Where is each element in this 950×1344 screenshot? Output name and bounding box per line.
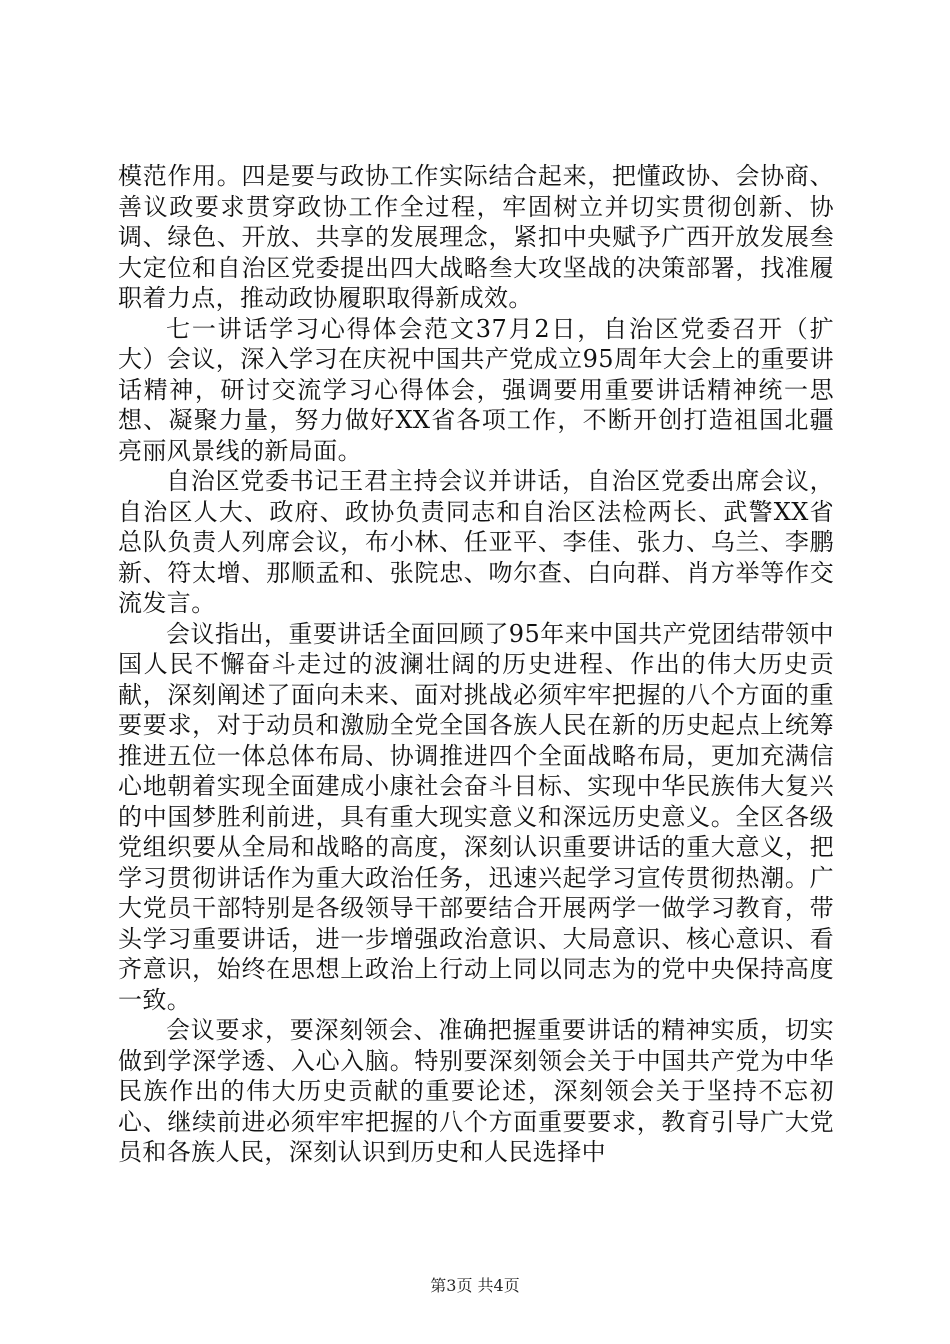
- page-footer: 第3页 共4页: [430, 1276, 520, 1295]
- document-body: [118, 161, 834, 1168]
- paragraph-2: 七一讲话学习心得体会范文37月2日，自治区党委召开（扩大）会议，深入学习在庆祝中国共产党成立95周年大会上的重要讲话精神，研讨交流学习心得体会，强调要用重要讲话精神统一思想、凝聚力量，努力做好XX省各项工作，不断开创打造祖国北疆亮丽风景线的新局面。: [118, 314, 834, 465]
- paragraph-5: 会议要求，要深刻领会、准确把握重要讲话的精神实质，切实做到学深学透、入心入脑。特别要深刻领会关于中国共产党为中华民族作出的伟大历史贡献的重要论述，深刻领会关于坚持不忘初心、继续前进必须牢牢把握的八个方面重要要求，教育引导广大党员和各族人民，深刻认识到历史和人民选择中: [118, 1016, 834, 1166]
- paragraph-3: 自治区党委书记王君主持会议并讲话，自治区党委出席会议，自治区人大、政府、政协负责同志和自治区法检两长、武警XX省总队负责人列席会议，布小林、任亚平、李佳、张力、乌兰、李鹏新、符太增、那顺孟和、张院忠、吻尔查、白向群、肖方举等作交流发言。: [118, 467, 834, 617]
- paragraph-4: 会议指出，重要讲话全面回顾了95年来中国共产党团结带领中国人民不懈奋斗走过的波澜壮阔的历史进程、作出的伟大历史贡献，深刻阐述了面向未来、面对挑战必须牢牢把握的八个方面的重要要求，对于动员和激励全党全国各族人民在新的历史起点上统筹推进五位一体总体布局、协调推进四个全面战略布局，更加充满信心地朝着实现全面建成小康社会奋斗目标、实现中华民族伟大复兴的中国梦胜利前进，具有重大现实意义和深远历史意义。全区各级党组织要从全局和战略的高度，深刻认识重要讲话的重大意义，把学习贯彻讲话作为重大政治任务，迅速兴起学习宣传贯彻热潮。广大党员干部特别是各级领导干部要结合开展两学一做学习教育，带头学习重要讲话，进一步增强政治意识、大局意识、核心意识、看齐意识，始终在思想上政治上行动上同以同志为的党中央保持高度一致。: [118, 619, 834, 1014]
- paragraph-1: 模范作用。四是要与政协工作实际结合起来，把懂政协、会协商、善议政要求贯穿政协工作全过程，牢固树立并切实贯彻创新、协调、绿色、开放、共享的发展理念，紧扣中央赋予广西开放发展叁大定位和自治区党委提出四大战略叁大攻坚战的决策部署，找准履职着力点，推动政协履职取得新成效。: [118, 162, 834, 312]
